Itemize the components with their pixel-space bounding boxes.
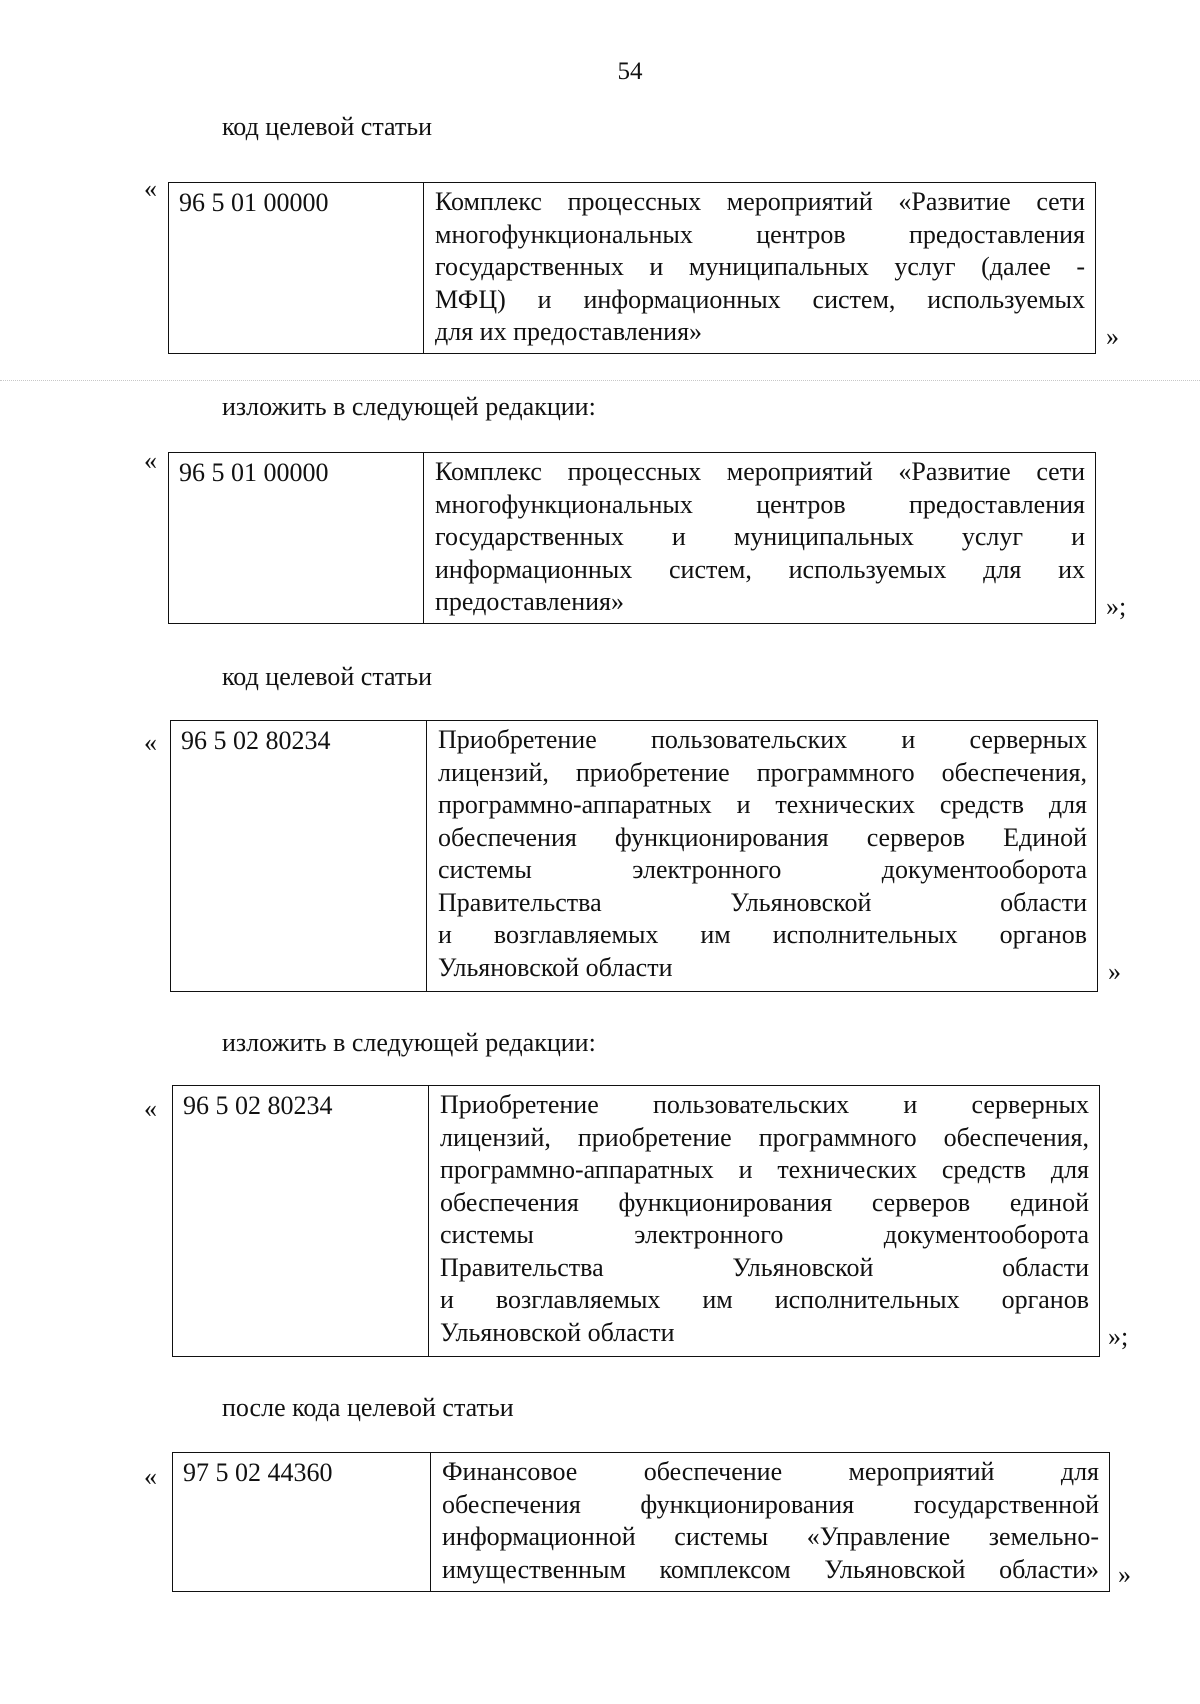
close-quote: » [1106, 322, 1119, 351]
description-line: имущественным комплексом Ульяновской области» [442, 1554, 1099, 1584]
page-number: 54 [617, 58, 643, 85]
description-line: государственных и муниципальных услуг (далее - [435, 252, 1085, 281]
code-table [172, 1085, 1100, 1357]
section-heading: изложить в следующей редакции: [222, 1028, 596, 1057]
description-line: государственных и муниципальных услуг и [435, 522, 1085, 551]
open-quote: « [144, 728, 157, 757]
close-quote: » [1118, 1560, 1131, 1589]
description-line: информационных систем, используемых для их [435, 554, 1085, 584]
description-line: программно-аппаратных и технических средств для [438, 790, 1087, 819]
description-line: многофункциональных центров предоставления [435, 219, 1085, 249]
target-code: 96 5 02 80234 [173, 1086, 429, 1356]
code-table [168, 182, 1096, 354]
description-line: Ульяновской области [438, 952, 673, 982]
description-line: предоставления» [435, 587, 624, 616]
description-line: обеспечения функционирования серверов единой [440, 1187, 1089, 1217]
close-quote: »; [1108, 1322, 1129, 1351]
description-line: программно-аппаратных и технических средств для [440, 1155, 1089, 1184]
description-line: Комплекс процессных мероприятий «Развитие сети [435, 187, 1085, 216]
target-code: 96 5 01 00000 [169, 453, 424, 623]
description-line: Правительства Ульяновской области [438, 887, 1087, 917]
section-heading: после кода целевой статьи [222, 1393, 514, 1422]
description-line: информационной системы «Управление земельно- [442, 1522, 1099, 1551]
code-description [424, 453, 1095, 623]
description-line: Комплекс процессных мероприятий «Развитие сети [435, 457, 1085, 486]
open-quote: « [144, 174, 157, 203]
description-line: и возглавляемых им исполнительных органов [438, 920, 1087, 949]
code-description [427, 721, 1097, 991]
open-quote: « [144, 1094, 157, 1123]
code-description [429, 1086, 1099, 1356]
code-description [424, 183, 1095, 353]
description-line: лицензий, приобретение программного обеспечения, [440, 1122, 1089, 1152]
description-line: и возглавляемых им исполнительных органов [440, 1285, 1089, 1314]
scan-artifact [0, 380, 1200, 382]
description-line: лицензий, приобретение программного обеспечения, [438, 757, 1087, 787]
code-table [170, 720, 1098, 992]
description-line: Ульяновской области [440, 1317, 675, 1347]
open-quote: « [144, 446, 157, 475]
target-code: 96 5 02 80234 [171, 721, 427, 991]
target-code: 97 5 02 44360 [173, 1453, 431, 1591]
section-heading: код целевой статьи [222, 112, 432, 141]
code-table [172, 1452, 1110, 1592]
code-table [168, 452, 1096, 624]
code-description [431, 1453, 1109, 1591]
close-quote: »; [1106, 592, 1127, 621]
target-code: 96 5 01 00000 [169, 183, 424, 353]
description-line: системы электронного документооборота [440, 1220, 1089, 1249]
close-quote: » [1108, 957, 1121, 986]
description-line: МФЦ) и информационных систем, используемых [435, 284, 1085, 314]
section-heading: изложить в следующей редакции: [222, 392, 596, 421]
description-line: Финансовое обеспечение мероприятий для [442, 1457, 1099, 1486]
description-line: Приобретение пользовательских и серверных [440, 1090, 1089, 1119]
description-line: обеспечения функционирования серверов Единой [438, 822, 1087, 852]
description-line: обеспечения функционирования государственной [442, 1489, 1099, 1519]
open-quote: « [144, 1462, 157, 1491]
description-line: Приобретение пользовательских и серверных [438, 725, 1087, 754]
description-line: для их предоставления» [435, 317, 703, 346]
description-line: многофункциональных центров предоставления [435, 489, 1085, 519]
description-line: Правительства Ульяновской области [440, 1252, 1089, 1282]
section-heading: код целевой статьи [222, 662, 432, 691]
description-line: системы электронного документооборота [438, 855, 1087, 884]
